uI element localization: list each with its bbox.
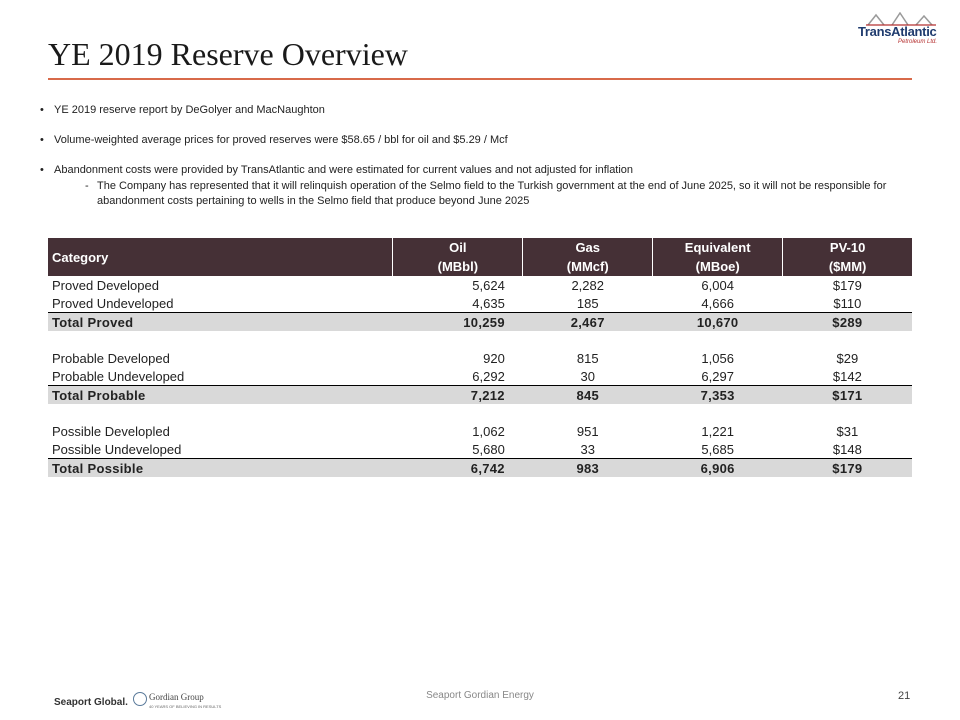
- cell-gas: 33: [580, 441, 595, 457]
- table-row: [48, 422, 912, 440]
- cell-oil: 10,259: [393, 313, 523, 332]
- cell-category: Proved Developed: [52, 277, 159, 293]
- cell-category: Total Proved: [48, 313, 393, 332]
- cell-pv10: $148: [832, 441, 862, 457]
- table-total-row: [48, 459, 912, 478]
- table-header-row: [48, 238, 912, 276]
- cell-gas: 30: [580, 368, 595, 384]
- cell-category: Proved Undeveloped: [52, 295, 174, 311]
- table-total-row: [48, 386, 912, 405]
- column-header-equivalent: Equivalent (MBoe): [653, 238, 783, 276]
- cell-gas: 2,282: [571, 277, 604, 293]
- cell-gas: 951: [576, 423, 599, 439]
- column-header-category: Category: [48, 238, 393, 276]
- slide-title: YE 2019 Reserve Overview: [48, 36, 408, 72]
- gordian-group-tagline: 40 YEARS OF BELIEVING IN RESULTS: [149, 704, 222, 709]
- transatlantic-logo: [852, 12, 948, 48]
- column-header-gas: Gas (MMcf): [523, 238, 653, 276]
- reserves-table: [48, 238, 912, 477]
- table-row: [48, 367, 912, 386]
- cell-category: Total Possible: [48, 459, 393, 478]
- sub-bullet-list: [54, 179, 920, 209]
- cell-category: Probable Developed: [52, 350, 170, 366]
- cell-category: Total Probable: [48, 386, 393, 405]
- cell-gas: 185: [576, 295, 599, 311]
- table-row: [48, 440, 912, 459]
- title-divider: [48, 78, 912, 80]
- cell-oil: 4,635: [472, 295, 505, 311]
- cell-equivalent: 6,297: [701, 368, 734, 384]
- cell-oil: 7,212: [393, 386, 523, 405]
- cell-pv10: $171: [783, 386, 912, 405]
- cell-equivalent: 1,056: [701, 350, 734, 366]
- seaport-global-logo: Seaport Global.: [54, 697, 128, 708]
- bullet-item: • YE 2019 reserve report by DeGolyer and MacNaughton: [40, 103, 920, 117]
- gordian-group-logo: Gordian Group: [149, 692, 204, 702]
- bullet-list: [40, 103, 920, 225]
- bullet-text: Abandonment costs were provided by TransAtlantic and were estimated for current values and not adjusted for inflation: [54, 164, 634, 176]
- cell-gas: 983: [523, 459, 653, 478]
- cell-gas: 845: [523, 386, 653, 405]
- cell-equivalent: 7,353: [653, 386, 783, 405]
- cell-pv10: $31: [836, 423, 859, 439]
- cell-gas: 2,467: [523, 313, 653, 332]
- table-row: [48, 294, 912, 313]
- logo-wordmark: TransAtlantic: [858, 24, 937, 39]
- cell-category: Possible Developled: [52, 423, 170, 439]
- page-number: 21: [898, 690, 911, 702]
- cell-pv10: $142: [832, 368, 862, 384]
- cell-equivalent: 6,004: [701, 277, 734, 293]
- cell-oil: 5,680: [472, 441, 505, 457]
- cell-pv10: $179: [783, 459, 912, 478]
- cell-category: Possible Undeveloped: [52, 441, 182, 457]
- cell-equivalent: 5,685: [701, 441, 734, 457]
- cell-equivalent: 4,666: [701, 295, 734, 311]
- cell-pv10: $179: [832, 277, 862, 293]
- bullet-item: • Volume-weighted average prices for proved reserves were $58.65 / bbl for oil and $5.29 / Mcf: [40, 133, 920, 147]
- footer-source: Seaport Gordian Energy: [426, 690, 534, 701]
- cell-oil: 6,742: [393, 459, 523, 478]
- cell-gas: 815: [576, 350, 599, 366]
- column-header-oil: Oil (MBbl): [393, 238, 523, 276]
- table-spacer-row: [48, 404, 912, 422]
- table-spacer-row: [48, 331, 912, 349]
- cell-oil: 6,292: [472, 368, 505, 384]
- cell-oil: 920: [483, 350, 505, 366]
- logo-subtitle: Petroleum Ltd.: [898, 39, 938, 45]
- table-row: [48, 276, 912, 294]
- cell-equivalent: 6,906: [653, 459, 783, 478]
- cell-pv10: $289: [783, 313, 912, 332]
- cell-equivalent: 1,221: [701, 423, 734, 439]
- cell-oil: 5,624: [472, 277, 505, 293]
- cell-equivalent: 10,670: [653, 313, 783, 332]
- cell-pv10: $29: [836, 350, 859, 366]
- column-header-pv10: PV-10 ($MM): [783, 238, 912, 276]
- cell-category: Probable Undeveloped: [52, 368, 185, 384]
- cell-pv10: $110: [833, 295, 862, 311]
- table-total-row: [48, 313, 912, 332]
- bullet-item: [40, 163, 920, 209]
- table-row: [48, 349, 912, 367]
- sub-bullet-item: - The Company has represented that it will relinquish operation of the Selmo field to the Turkish government at the end of June 2025, so it will not be responsible for abandonment costs pertaining to wells in the Selmo field that produce beyond June 2025: [54, 179, 920, 209]
- cell-oil: 1,062: [472, 423, 505, 439]
